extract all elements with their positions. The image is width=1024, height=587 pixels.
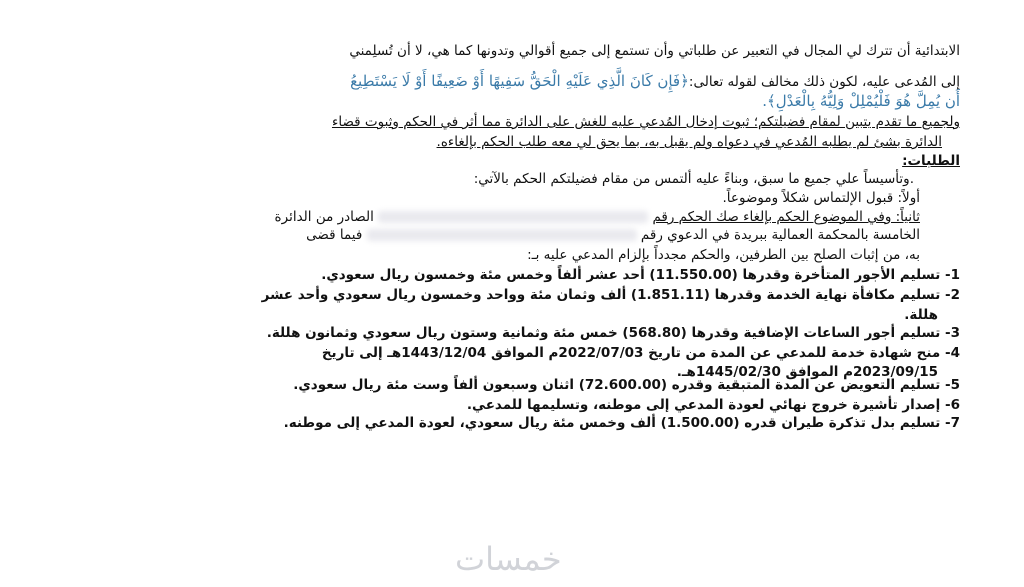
- request-second-line-1: [275, 208, 920, 226]
- request-item: [262, 286, 960, 304]
- request-item: [322, 344, 960, 362]
- intro-line-5: الدائرة بشئ لم يطلبه المُدعي في دعواه ولم يقبل به، بما يحق لي معه طلب الحكم بإلغاءه.: [436, 134, 942, 150]
- quran-quote-part-1: ﴿فَإِن كَانَ الَّذِي عَلَيْهِ الْحَقُّ سَفِيهًا أَوْ ضَعِيفًا أَوْ لَا يَسْتَطِيعُ: [350, 72, 689, 90]
- request-item: [293, 376, 960, 394]
- request-second-line-3: به، من إثبات الصلح بين الطرفين، والحكم مجدداً بإلزام المدعي عليه بـ:: [527, 247, 920, 263]
- request-item-number: 6-: [940, 397, 960, 413]
- request-item-text: تسليم التعويض عن المدة المتبقية وقدره (72.600.00) اثنان وسبعون ألفاً وست مئة ريال سعودي.: [293, 377, 941, 393]
- request-item-number: 1-: [940, 267, 960, 283]
- request-item: [267, 324, 960, 342]
- intro-line-1: الابتدائية أن تترك لي المجال في التعبير عن طلباتي وأن تستمع إلى جميع أقوالي وتدونها كما هي، لا أن تُسلِمني: [349, 43, 960, 59]
- request-second-text-c: الخامسة بالمحكمة العمالية ببريدة في الدعوي رقم: [640, 227, 920, 243]
- redacted-case-number: [367, 229, 637, 241]
- khamsat-watermark: خمسات: [455, 540, 562, 578]
- request-item-text: تسليم مكافأة نهاية الخدمة وقدرها (1.851.11) ألف وثمان مئة وواحد وخمسون ريال سعودي وأحد عشر: [261, 287, 941, 303]
- requests-heading: الطلبات:: [902, 153, 960, 169]
- request-item-number: 3-: [940, 325, 960, 341]
- request-item-continuation: 2023/09/15م الموافق 1445/02/30هـ.: [676, 364, 938, 380]
- request-second-text-b: الصادر من الدائرة: [274, 209, 374, 225]
- request-item-text: تسليم الأجور المتأخرة وقدرها (11.550.00) أحد عشر ألفاً وخمس مئة وخمسون ريال سعودي.: [321, 267, 941, 283]
- request-item-text: تسليم بدل تذكرة طيران قدره (1.500.00) ألف وخمس مئة ريال سعودي، لعودة المدعي إلى موطنه.: [283, 415, 941, 431]
- request-item: [467, 396, 960, 414]
- request-second-line-2: [306, 226, 920, 244]
- request-second-text-a: ثانياً: وفي الموضوع الحكم بإلغاء صك الحكم رقم: [652, 209, 920, 225]
- request-item-number: 5-: [940, 377, 960, 393]
- requests-basis: .وتأسيساً علي جميع ما سبق، وبناءً عليه ألتمس من مقام فضيلتكم الحكم بالآتي:: [473, 171, 914, 187]
- request-first: أولاً: قبول الإلتماس شكلاً وموضوعاً.: [722, 190, 920, 206]
- request-item: [321, 266, 960, 284]
- request-item-text: تسليم أجور الساعات الإضافية وقدرها (568.80) خمس مئة وثمانية وستون ريال سعودي وثمانون هللة.: [266, 325, 941, 341]
- request-second-text-d: فيما قضى: [306, 227, 363, 243]
- intro-line-2-text: إلى المُدعى عليه، لكون ذلك مخالف لقوله تعالى:: [688, 74, 960, 90]
- intro-line-2: [350, 72, 960, 91]
- request-item-number: 2-: [940, 287, 960, 303]
- request-item-number: 7-: [940, 415, 960, 431]
- request-item: [284, 414, 960, 432]
- request-item-text: إصدار تأشيرة خروج نهائي لعودة المدعي إلى موطنه، وتسليمها للمدعي.: [466, 397, 941, 413]
- request-item-continuation: هللة.: [904, 307, 938, 323]
- redacted-judgment-number: [378, 211, 648, 223]
- intro-line-4: ولجميع ما تقدم يتبين لمقام فضيلتكم؛ ثبوت إدخال المُدعي عليه للغش على الدائرة مما أثر في الحكم وثبوت قضاء: [331, 114, 960, 130]
- quran-quote-part-2: أَن يُمِلَّ هُوَ فَلْيُمْلِلْ وَلِيُّهُ بِالْعَدْلِ﴾.: [762, 92, 960, 110]
- request-item-text: منح شهادة خدمة للمدعي عن المدة من تاريخ 2022/07/03م الموافق 1443/12/04هـ إلى تاريخ: [321, 345, 941, 361]
- request-item-number: 4-: [940, 345, 960, 361]
